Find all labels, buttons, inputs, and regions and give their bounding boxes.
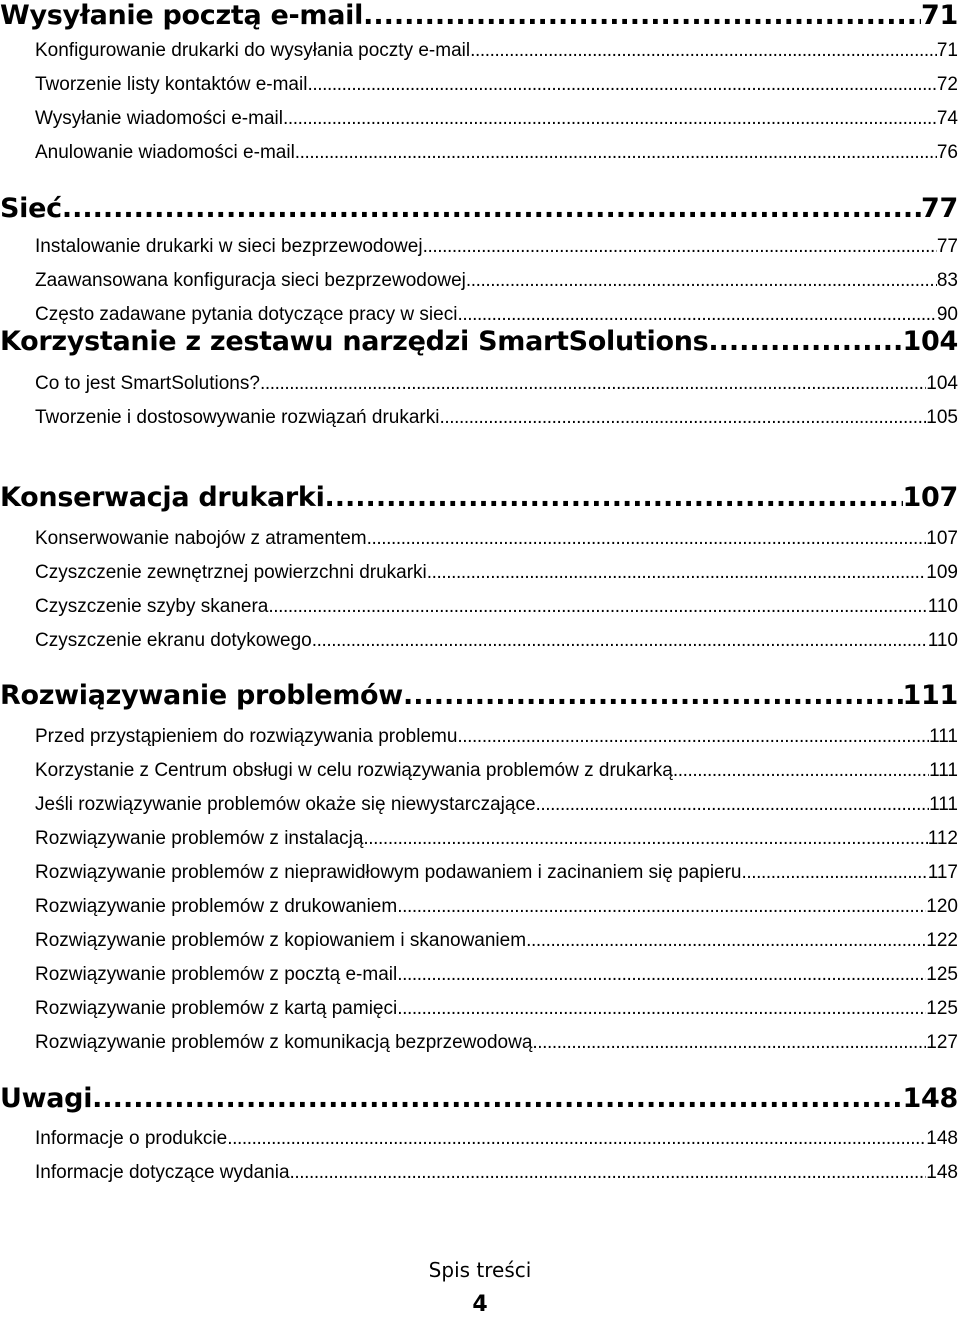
toc-dot-leader: [742, 862, 928, 884]
toc-entry-page: 117: [927, 862, 958, 883]
toc-entry-page: 104: [902, 326, 958, 357]
toc-entry-title: Czyszczenie szyby skanera: [35, 596, 269, 617]
toc-entry-page: 120: [926, 896, 958, 917]
toc-chapter-entry[interactable]: [0, 326, 958, 357]
toc-section-entry[interactable]: [0, 270, 958, 292]
toc-dot-leader: [325, 482, 903, 513]
toc-entry-title: Rozwiązywanie problemów z pocztą e-mail: [35, 964, 398, 985]
toc-entry-title: Korzystanie z Centrum obsługi w celu rozwiązywania problemów z drukarką: [35, 760, 673, 781]
toc-entry-page: 148: [926, 1162, 958, 1183]
toc-entry-title: Konserwowanie nabojów z atramentem: [35, 528, 367, 549]
toc-entry-page: 148: [902, 1083, 958, 1114]
toc-entry-page: 74: [936, 108, 958, 129]
toc-section-entry[interactable]: [0, 108, 958, 130]
toc-entry-title: Rozwiązywanie problemów z nieprawidłowym podawaniem i zacinaniem się papieru: [35, 862, 742, 883]
toc-dot-leader: [283, 108, 937, 130]
toc-section-entry[interactable]: [0, 828, 958, 850]
toc-dot-leader: [307, 74, 936, 96]
toc-section-entry[interactable]: [0, 40, 958, 62]
toc-dot-leader: [363, 0, 921, 31]
toc-entry-title: Informacje o produkcie: [35, 1128, 228, 1149]
toc-dot-leader: [427, 562, 927, 584]
toc-section-entry[interactable]: [0, 142, 958, 164]
toc-entry-page: 90: [936, 304, 958, 325]
toc-dot-leader: [290, 1162, 927, 1184]
toc-dot-leader: [397, 896, 926, 918]
toc-entry-title: Zaawansowana konfiguracja sieci bezprzewodowej: [35, 270, 466, 291]
toc-dot-leader: [397, 964, 926, 986]
toc-section-entry[interactable]: [0, 726, 958, 748]
toc-dot-leader: [367, 528, 927, 550]
toc-entry-page: 127: [926, 1032, 958, 1053]
toc-entry-page: 77: [936, 236, 958, 257]
toc-entry-page: 109: [926, 562, 958, 583]
toc-entry-title: Rozwiązywanie problemów z instalacją: [35, 828, 364, 849]
toc-entry-page: 110: [927, 596, 958, 617]
toc-section-entry[interactable]: [0, 562, 958, 584]
toc-section-entry[interactable]: [0, 304, 958, 326]
toc-entry-page: 111: [929, 794, 958, 815]
toc-entry-page: 104: [926, 373, 958, 394]
toc-section-entry[interactable]: [0, 896, 958, 918]
toc-entry-page: 83: [936, 270, 958, 291]
toc-entry-title: Instalowanie drukarki w sieci bezprzewodowej: [35, 236, 423, 257]
toc-entry-title: Co to jest SmartSolutions?: [35, 373, 260, 394]
toc-entry-page: 112: [927, 828, 958, 849]
footer-section-title: Spis treści: [428, 1258, 532, 1282]
toc-dot-leader: [708, 326, 902, 357]
toc-entry-title: Rozwiązywanie problemów z drukowaniem: [35, 896, 398, 917]
toc-dot-leader: [536, 794, 930, 816]
toc-section-entry[interactable]: [0, 1032, 958, 1054]
toc-section-entry[interactable]: [0, 862, 958, 884]
toc-section-entry[interactable]: [0, 964, 958, 986]
toc-dot-leader: [457, 726, 929, 748]
toc-entry-page: 148: [926, 1128, 958, 1149]
toc-entry-page: 122: [926, 930, 958, 951]
toc-dot-leader: [526, 930, 926, 952]
toc-dot-leader: [312, 630, 928, 652]
toc-chapter-entry[interactable]: [0, 482, 958, 513]
toc-entry-title: Informacje dotyczące wydania: [35, 1162, 290, 1183]
toc-dot-leader: [92, 1083, 902, 1114]
toc-chapter-entry[interactable]: [0, 0, 958, 31]
toc-entry-page: 71: [936, 40, 958, 61]
toc-section-entry[interactable]: [0, 1162, 958, 1184]
toc-entry-title: Korzystanie z zestawu narzędzi SmartSolutions: [0, 326, 709, 357]
toc-entry-page: 72: [936, 74, 958, 95]
toc-entry-title: Tworzenie i dostosowywanie rozwiązań drukarki: [35, 407, 440, 428]
toc-section-entry[interactable]: [0, 528, 958, 550]
toc-entry-title: Wysyłanie pocztą e-mail: [0, 0, 364, 31]
toc-entry-title: Wysyłanie wiadomości e-mail: [35, 108, 283, 129]
toc-dot-leader: [673, 760, 929, 782]
toc-section-entry[interactable]: [0, 930, 958, 952]
toc-dot-leader: [532, 1032, 926, 1054]
toc-dot-leader: [457, 304, 936, 326]
toc-section-entry[interactable]: [0, 998, 958, 1020]
toc-entry-page: 77: [921, 193, 958, 224]
toc-chapter-entry[interactable]: [0, 680, 958, 711]
toc-chapter-entry[interactable]: [0, 193, 958, 224]
toc-entry-title: Przed przystąpieniem do rozwiązywania problemu: [35, 726, 458, 747]
toc-section-entry[interactable]: [0, 373, 958, 395]
toc-dot-leader: [466, 270, 937, 292]
toc-dot-leader: [403, 680, 903, 711]
toc-dot-leader: [227, 1128, 926, 1150]
toc-section-entry[interactable]: [0, 630, 958, 652]
toc-entry-title: Rozwiązywanie problemów z kopiowaniem i skanowaniem: [35, 930, 527, 951]
toc-entry-page: 107: [902, 482, 958, 513]
toc-entry-page: 125: [926, 998, 958, 1019]
toc-dot-leader: [62, 193, 921, 224]
toc-dot-leader: [260, 373, 926, 395]
toc-entry-title: Czyszczenie ekranu dotykowego: [35, 630, 312, 651]
toc-entry-title: Tworzenie listy kontaktów e-mail: [35, 74, 308, 95]
toc-chapter-entry[interactable]: [0, 1083, 958, 1114]
toc-entry-title: Rozwiązywanie problemów z kartą pamięci: [35, 998, 398, 1019]
toc-entry-title: Rozwiązywanie problemów z komunikacją bezprzewodową: [35, 1032, 533, 1053]
toc-entry-page: 125: [926, 964, 958, 985]
toc-dot-leader: [439, 407, 926, 429]
toc-entry-page: 105: [926, 407, 958, 428]
toc-dot-leader: [295, 142, 937, 164]
toc-entry-title: Jeśli rozwiązywanie problemów okaże się niewystarczające: [35, 794, 536, 815]
toc-entry-title: Anulowanie wiadomości e-mail: [35, 142, 295, 163]
footer-page-number: 4: [472, 1292, 488, 1317]
toc-entry-page: 111: [902, 680, 958, 711]
toc-entry-title: Konfigurowanie drukarki do wysyłania poczty e-mail: [35, 40, 471, 61]
toc-section-entry[interactable]: [0, 236, 958, 258]
toc-entry-page: 71: [921, 0, 958, 31]
toc-entry-title: Sieć: [0, 193, 62, 224]
toc-entry-page: 76: [936, 142, 958, 163]
toc-dot-leader: [423, 236, 937, 258]
toc-entry-page: 111: [929, 726, 958, 747]
toc-dot-leader: [268, 596, 927, 618]
toc-dot-leader: [397, 998, 926, 1020]
toc-entry-title: Uwagi: [0, 1083, 93, 1114]
toc-section-entry[interactable]: [0, 760, 958, 782]
toc-entry-page: 107: [926, 528, 958, 549]
toc-dot-leader: [363, 828, 927, 850]
toc-entry-page: 110: [927, 630, 958, 651]
toc-entry-page: 111: [929, 760, 958, 781]
toc-section-entry[interactable]: [0, 74, 958, 96]
toc-entry-title: Konserwacja drukarki: [0, 482, 325, 513]
toc-section-entry[interactable]: [0, 1128, 958, 1150]
toc-entry-title: Często zadawane pytania dotyczące pracy w sieci: [35, 304, 458, 325]
toc-section-entry[interactable]: [0, 407, 958, 429]
toc-entry-title: Czyszczenie zewnętrznej powierzchni drukarki: [35, 562, 427, 583]
toc-entry-title: Rozwiązywanie problemów: [0, 680, 403, 711]
toc-dot-leader: [470, 40, 937, 62]
toc-section-entry[interactable]: [0, 794, 958, 816]
toc-section-entry[interactable]: [0, 596, 958, 618]
